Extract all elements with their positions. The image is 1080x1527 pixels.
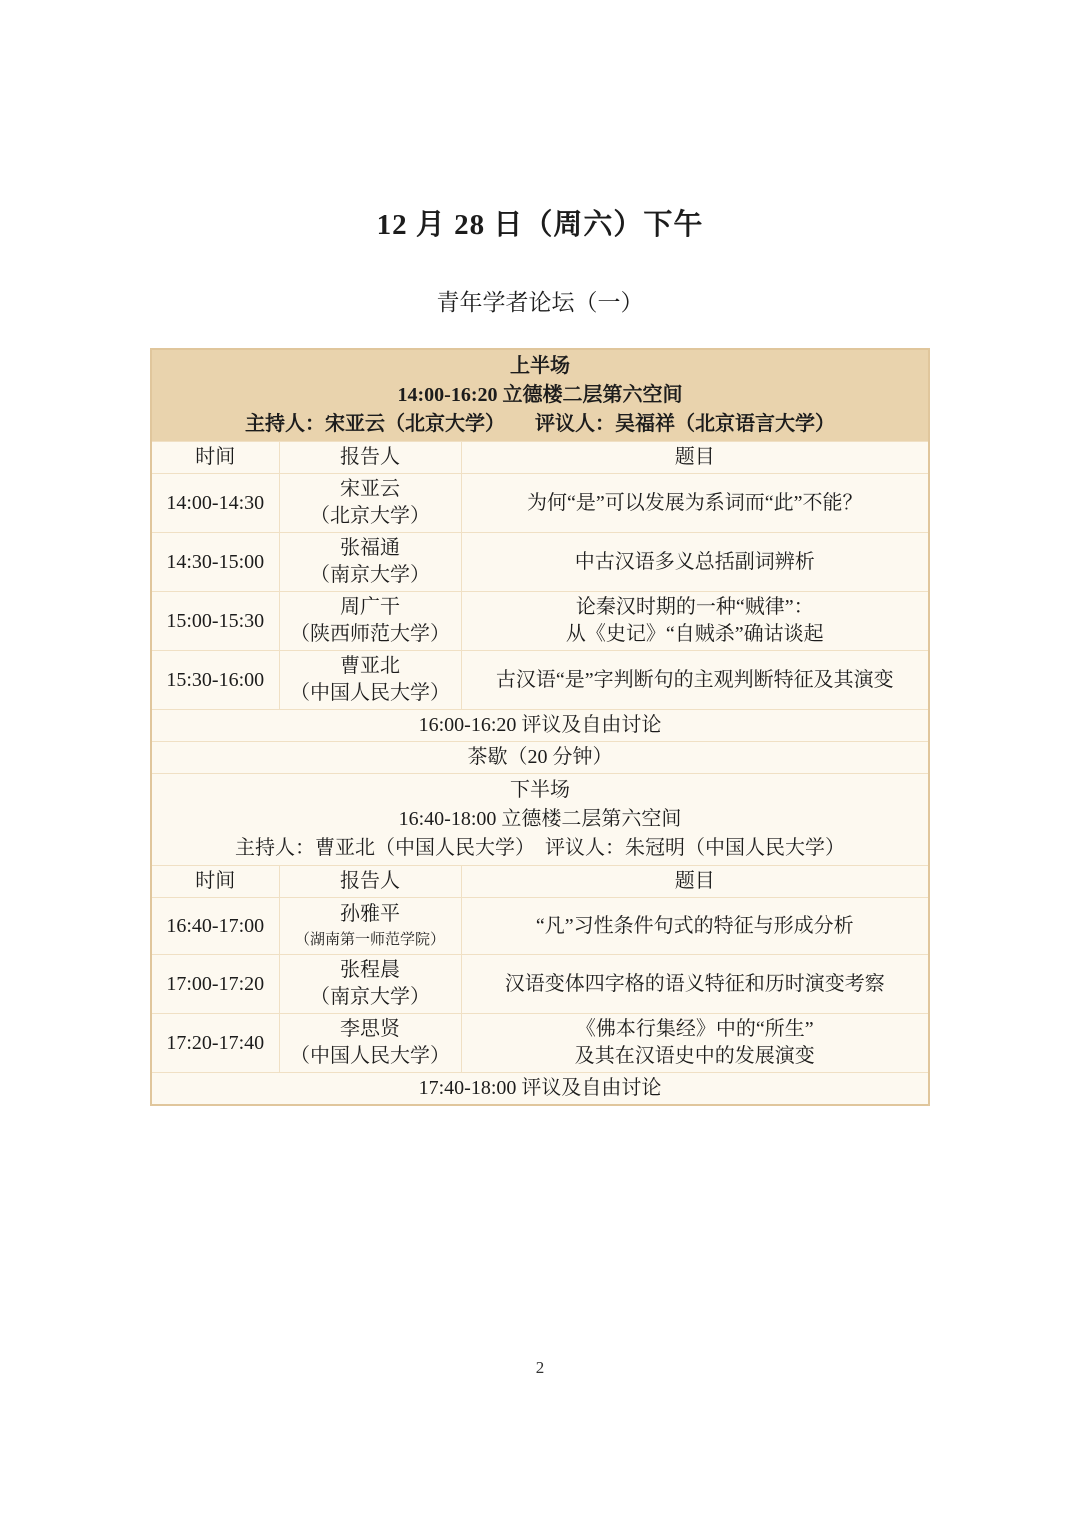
session2-hosts: 主持人：曹亚北（中国人民大学） 评议人：朱冠明（中国人民大学） [235,837,845,859]
column-header-topic: 题目 [461,442,929,474]
speaker-affiliation: （中国人民大学） [290,1045,450,1067]
speaker-name: 孙雅平 [340,902,400,925]
talk-row [151,955,929,1014]
session2-header-row [151,774,929,866]
speaker-affiliation: （北京大学） [310,505,430,527]
talk-row [151,1014,929,1073]
session1-header-cell [151,349,929,442]
talk-topic [461,474,929,533]
speaker-name: 张程晨 [340,959,400,981]
speaker-name: 周广干 [340,596,400,618]
talk-speaker [279,955,461,1014]
talk-topic [461,1014,929,1073]
talk-topic [461,592,929,651]
session1-time-venue: 14:00-16:20 立德楼二层第六空间 [397,384,683,406]
speaker-name: 李思贤 [340,1018,400,1040]
forum-title: 青年学者论坛（一） [436,290,644,315]
topic-line: 《佛本行集经》中的“所生” [575,1018,814,1040]
topic-line: 汉语变体四字格的语义特征和历时演变考察 [504,972,885,995]
speaker-affiliation: （陕西师范大学） [290,623,450,645]
talk-speaker [279,474,461,533]
talk-time: 14:00-14:30 [151,474,279,533]
discussion-row [151,1073,929,1106]
speaker-name: 曹亚北 [340,655,400,677]
topic-line: 中古汉语多义总括副词辨析 [574,550,815,573]
column-header-time: 时间 [151,442,279,474]
talk-speaker [279,651,461,710]
talk-topic [461,955,929,1014]
session2-header-cell [151,774,929,866]
program-table [150,348,930,1106]
topic-line: 及其在汉语史中的发展演变 [574,1045,815,1067]
session2-time-venue: 16:40-18:00 立德楼二层第六空间 [398,808,682,830]
session2-title: 下半场 [510,779,570,801]
speaker-affiliation: （南京大学） [310,564,430,586]
talk-time: 14:30-15:00 [151,533,279,592]
speaker-affiliation: （南京大学） [310,986,430,1008]
speaker-affiliation: （湖南第一师范学院） [294,931,445,948]
session1-header-row [151,349,929,442]
talk-speaker [279,898,461,955]
tea-break-row [151,742,929,774]
session1-hosts: 主持人：宋亚云（北京大学） 评议人：吴福祥（北京语言大学） [245,413,835,435]
talk-topic [461,651,929,710]
talk-row [151,533,929,592]
talk-row [151,474,929,533]
talk-topic [461,898,929,955]
discussion-row [151,710,929,742]
talk-row [151,651,929,710]
talk-speaker [279,1014,461,1073]
talk-row [151,592,929,651]
session1-title: 上半场 [510,355,570,377]
speaker-name: 宋亚云 [340,478,400,500]
talk-time: 17:20-17:40 [151,1014,279,1073]
column-header-time: 时间 [151,866,279,898]
talk-time: 17:00-17:20 [151,955,279,1014]
topic-line: “凡”习性条件句式的特征与形成分析 [535,914,854,937]
topic-line: 古汉语“是”字判断句的主观判断特征及其演变 [495,668,894,691]
talk-time: 15:30-16:00 [151,651,279,710]
page-title: 12 月 28 日（周六）下午 [376,209,704,241]
topic-line: 从《史记》“自贼杀”确诂谈起 [565,623,824,645]
talk-time: 16:40-17:00 [151,898,279,955]
tea-break-note: 茶歇（20 分钟） [151,742,929,774]
talk-time: 15:00-15:30 [151,592,279,651]
talk-row [151,898,929,955]
session1-column-header-row [151,442,929,474]
column-header-speaker: 报告人 [279,866,461,898]
speaker-name: 张福通 [340,537,400,559]
column-header-speaker: 报告人 [279,442,461,474]
talk-speaker [279,533,461,592]
topic-line: 为何“是”可以发展为系词而“此”不能？ [526,491,863,514]
talk-topic [461,533,929,592]
topic-line: 论秦汉时期的一种“贼律”： [575,596,814,618]
discussion-note: 16:00-16:20 评议及自由讨论 [151,710,929,742]
page-number: 2 [535,1358,545,1377]
speaker-affiliation: （中国人民大学） [290,682,450,704]
discussion-note: 17:40-18:00 评议及自由讨论 [151,1073,929,1106]
column-header-topic: 题目 [461,866,929,898]
session2-column-header-row [151,866,929,898]
talk-speaker [279,592,461,651]
